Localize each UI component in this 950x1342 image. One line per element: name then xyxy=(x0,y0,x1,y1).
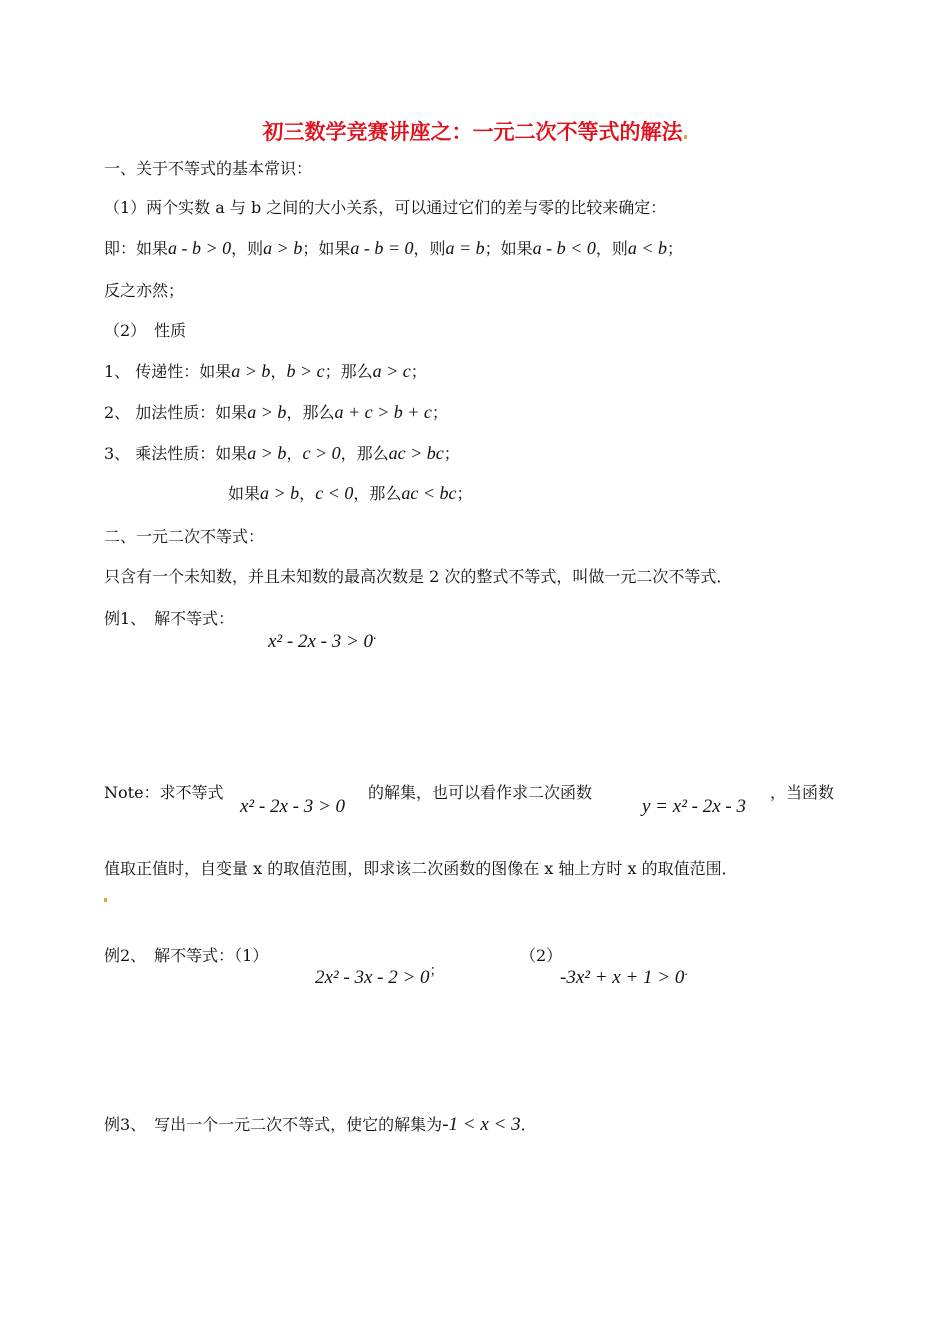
math-expr: x² - 2x - 3 > 0 xyxy=(268,631,374,652)
text: ；如果 xyxy=(484,239,533,258)
example-2-label-2: （2） xyxy=(520,946,563,965)
section1-p3: 反之亦然； xyxy=(104,281,185,300)
text: ， xyxy=(286,444,303,463)
math-expr: ac > bc xyxy=(388,443,444,463)
marker xyxy=(104,898,107,902)
math-expr: c > 0 xyxy=(302,443,341,463)
math-expr: -3x² + x + 1 > 0 xyxy=(560,967,685,988)
text: ； xyxy=(410,362,427,381)
text: ； xyxy=(429,964,444,979)
text: 如果 xyxy=(228,484,261,503)
note-label: Note：求不等式 xyxy=(104,783,224,802)
section2-definition: 只含有一个未知数，并且未知数的最高次数是 2 次的整式不等式，叫做一元二次不等式． xyxy=(104,567,733,586)
math-expr: 2x² - 3x - 2 > 0 xyxy=(315,967,430,988)
text: ，那么 xyxy=(286,403,335,422)
text: 例3、 写出一个一元二次不等式，使它的解集为 xyxy=(104,1115,443,1134)
section1-p2 xyxy=(104,237,683,260)
math-expr: a > b xyxy=(263,238,303,258)
text: ；如果 xyxy=(302,239,351,258)
text: ，则 xyxy=(231,239,264,258)
note-text-2: ，当函数 xyxy=(770,783,835,802)
note-math-2: y = x² - 2x - 3 xyxy=(642,796,746,817)
marker xyxy=(684,135,687,139)
math-expr: a > b xyxy=(231,361,271,381)
math-expr: a - b < 0 xyxy=(532,238,596,258)
text: 2、 加法性质：如果 xyxy=(104,403,248,422)
note-math-1: x² - 2x - 3 > 0 xyxy=(240,796,346,817)
example-2-label: 例2、 解不等式：（1） xyxy=(104,946,269,965)
math-expr: a - b > 0 xyxy=(168,238,232,258)
property-1 xyxy=(104,360,427,383)
example-2-math-1 xyxy=(315,960,444,990)
example-1-label: 例1、 解不等式： xyxy=(104,609,235,628)
text: . xyxy=(373,628,377,643)
page-title xyxy=(0,118,950,146)
math-expr: a = b xyxy=(445,238,485,258)
section1-heading: 一、关于不等式的基本常识： xyxy=(104,159,313,178)
example-2-math-2 xyxy=(560,960,688,990)
property-2 xyxy=(104,401,448,424)
text: ； xyxy=(666,239,683,258)
text: 1、 传递性：如果 xyxy=(104,362,232,381)
text: ，则 xyxy=(595,239,628,258)
text: ； xyxy=(456,484,473,503)
text: 即：如果 xyxy=(104,239,169,258)
section1-p4: （2） 性质 xyxy=(104,321,187,340)
math-expr: c < 0 xyxy=(315,483,354,503)
math-expr: a - b = 0 xyxy=(350,238,414,258)
text: . xyxy=(684,964,688,979)
p1-text: （1）两个实数 a 与 b 之间的大小关系，可以通过它们的差与零的比较来确定： xyxy=(104,198,667,217)
text: ； xyxy=(431,403,448,422)
text: ，那么 xyxy=(353,484,402,503)
text: 3、 乘法性质：如果 xyxy=(104,444,248,463)
title-text: 初三数学竞赛讲座之：一元二次不等式的解法 xyxy=(262,120,683,144)
note-text-1: 的解集，也可以看作求二次函数 xyxy=(368,783,593,802)
example-3 xyxy=(104,1114,537,1136)
math-expr: a > b xyxy=(247,402,287,422)
property-3b xyxy=(228,482,472,505)
math-expr: ac < bc xyxy=(401,483,457,503)
math-expr: a < b xyxy=(627,238,667,258)
math-expr: -1 < x < 3 xyxy=(442,1114,521,1135)
text: ，那么 xyxy=(340,444,389,463)
text: ， xyxy=(299,484,316,503)
text: ，则 xyxy=(413,239,446,258)
example-1-math xyxy=(268,624,377,654)
text: ， xyxy=(270,362,287,381)
text: ；那么 xyxy=(324,362,373,381)
property-3 xyxy=(104,442,460,465)
math-expr: a > b xyxy=(247,443,287,463)
note-line-2: 值取正值时，自变量 x 的取值范围，即求该二次函数的图像在 x 轴上方时 x 的取值范围． xyxy=(104,859,738,878)
section2-heading: 二、一元二次不等式： xyxy=(104,527,265,546)
math-expr: a > b xyxy=(260,483,300,503)
math-expr: a > c xyxy=(372,361,411,381)
section1-p1 xyxy=(104,197,666,219)
text: ； xyxy=(443,444,460,463)
text: ． xyxy=(520,1115,537,1134)
math-expr: b > c xyxy=(286,361,325,381)
math-expr: a + c > b + c xyxy=(334,402,432,422)
